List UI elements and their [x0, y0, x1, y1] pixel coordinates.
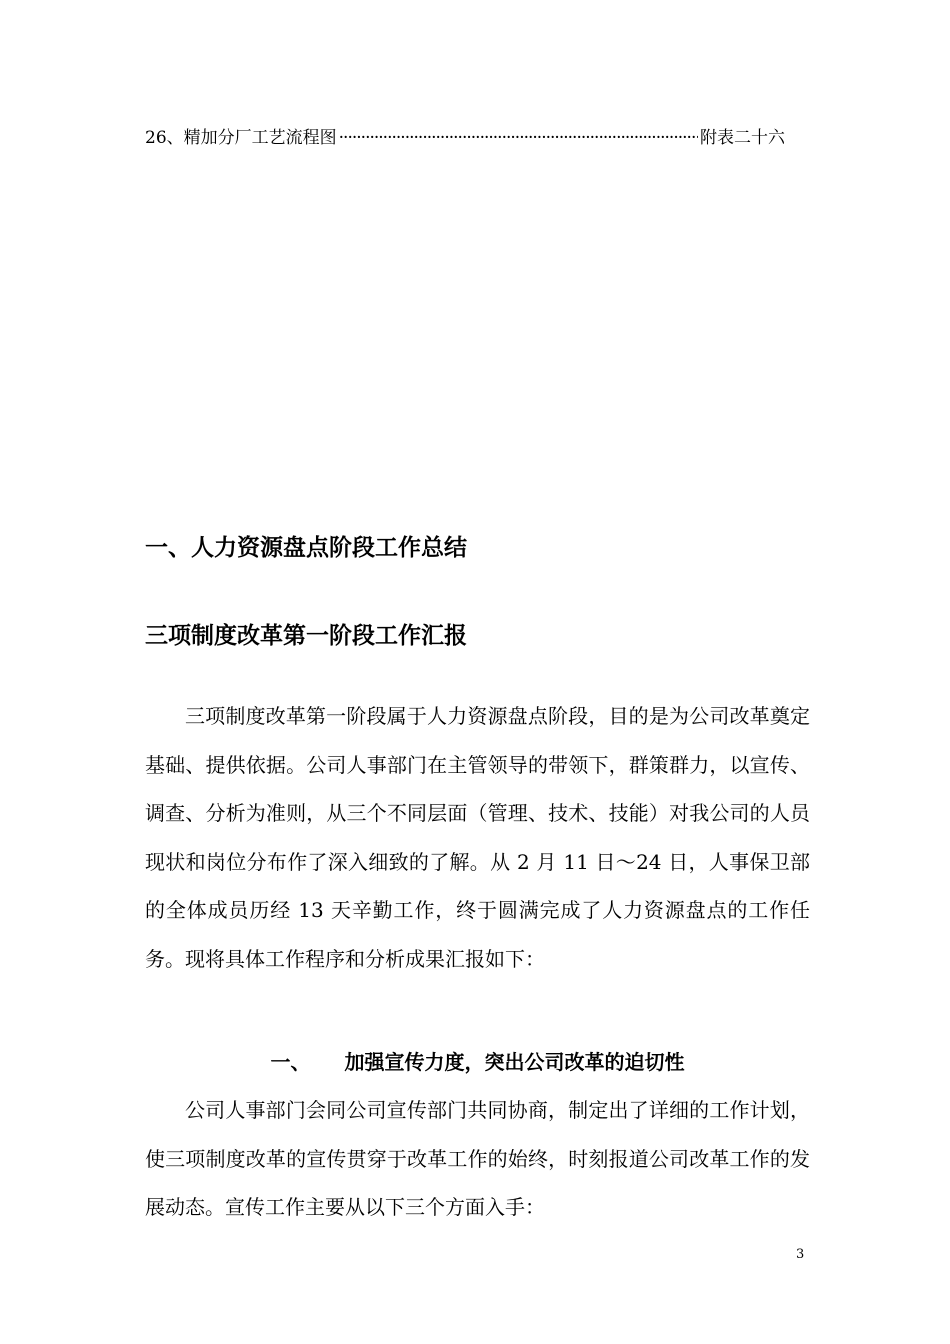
intro-paragraph: 三项制度改革第一阶段属于人力资源盘点阶段，目的是为公司改革奠定基础、提供依据。公司人事部门在主管领导的带领下，群策群力，以宣传、调查、分析为准则，从三个不同层面（管理、技术、技能）对我公司的人员现状和岗位分布作了深入细致的了解。从 2 月 11 日～24 日，人事保卫部的全体成员历经 13 天辛勤工作，终于圆满完成了人力资源盘点的工作任务。现将具体工作程序和分析成果汇报如下： [145, 704, 810, 971]
section-title [145, 1038, 810, 1086]
section-title-text: 加强宣传力度，突出公司改革的迫切性 [344, 1050, 685, 1074]
toc-entry-label: 26、精加分厂工艺流程图 [145, 128, 337, 148]
sub-heading: 三项制度改革第一阶段工作汇报 [145, 623, 467, 649]
toc-leader-dots [339, 126, 698, 150]
main-heading: 一、人力资源盘点阶段工作总结 [145, 535, 467, 561]
section-body-paragraph: 公司人事部门会同公司宣传部门共同协商，制定出了详细的工作计划，使三项制度改革的宣传贯穿于改革工作的始终，时刻报道公司改革工作的发展动态。宣传工作主要从以下三个方面入手： [145, 1098, 810, 1219]
page-number: 3 [796, 1247, 805, 1262]
toc-entry [145, 126, 785, 150]
section-number: 一、 [270, 1050, 311, 1074]
toc-entry-ref: 附表二十六 [700, 128, 785, 148]
